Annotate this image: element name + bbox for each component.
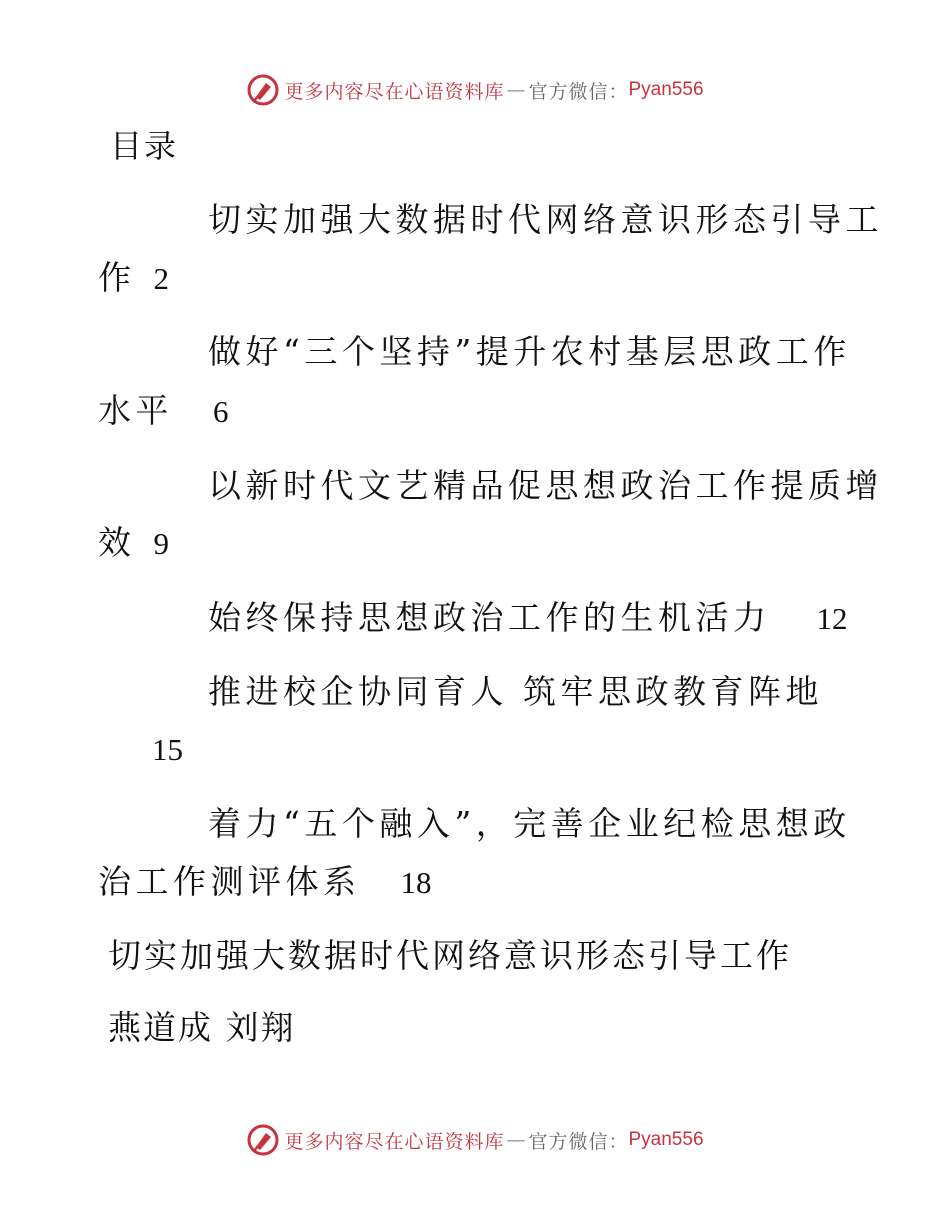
toc-entry-2-continuation[interactable] xyxy=(98,387,229,436)
pen-nib-logo-icon xyxy=(246,73,280,107)
banner-main-text: 更多内容尽在心语资料库 xyxy=(284,80,505,103)
pen-nib-logo-icon xyxy=(246,1123,280,1157)
footer-banner xyxy=(0,1120,950,1160)
banner-label: 官方微信： xyxy=(528,80,629,103)
banner-wechat-id: Pyan556 xyxy=(628,79,704,100)
toc-entry-4-title: 始终保持思想政治工作的生机活力 xyxy=(208,598,771,637)
toc-heading: 目录 xyxy=(110,127,179,165)
toc-entry-1-title-end: 作 xyxy=(98,258,136,297)
toc-entry-1-page: 2 xyxy=(153,261,169,296)
toc-entry-6-title[interactable]: 着力“五个融入”，完善企业纪检思想政 xyxy=(208,804,851,843)
toc-entry-5-title[interactable]: 推进校企协同育人 筑牢思政教育阵地 xyxy=(208,672,823,711)
article-authors: 燕道成 刘翔 xyxy=(108,1008,296,1047)
toc-entry-6-continuation[interactable] xyxy=(98,858,432,907)
toc-entry-2-title[interactable]: 做好“三个坚持”提升农村基层思政工作 xyxy=(208,332,851,371)
toc-entry-4-page: 12 xyxy=(816,601,848,636)
banner-main-text: 更多内容尽在心语资料库 xyxy=(284,1130,505,1153)
banner-dash: — xyxy=(506,1129,527,1151)
toc-entry-6-page: 18 xyxy=(400,865,432,900)
toc-entry-1-title[interactable]: 切实加强大数据时代网络意识形态引导工 xyxy=(208,200,883,239)
header-banner xyxy=(0,70,950,110)
toc-entry-2-title-end: 水平 xyxy=(98,391,173,430)
toc-entry-3-title[interactable]: 以新时代文艺精品促思想政治工作提质增 xyxy=(208,466,883,505)
toc-entry-3-title-end: 效 xyxy=(98,523,136,562)
toc-entry-3-page: 9 xyxy=(153,526,169,561)
banner-label: 官方微信： xyxy=(528,1130,629,1153)
toc-entry-5-continuation[interactable] xyxy=(152,725,183,774)
toc-entry-6-title-end: 治工作测评体系 xyxy=(98,862,361,901)
banner-dash: — xyxy=(506,79,527,101)
toc-entry-1-continuation[interactable] xyxy=(98,254,169,303)
toc-entry-3-continuation[interactable] xyxy=(98,519,169,568)
article-title: 切实加强大数据时代网络意识形态引导工作 xyxy=(108,936,792,975)
toc-entry-4[interactable] xyxy=(208,594,848,643)
banner-wechat-id: Pyan556 xyxy=(628,1129,704,1150)
toc-entry-2-page: 6 xyxy=(213,394,229,429)
toc-entry-5-page: 15 xyxy=(152,732,183,767)
